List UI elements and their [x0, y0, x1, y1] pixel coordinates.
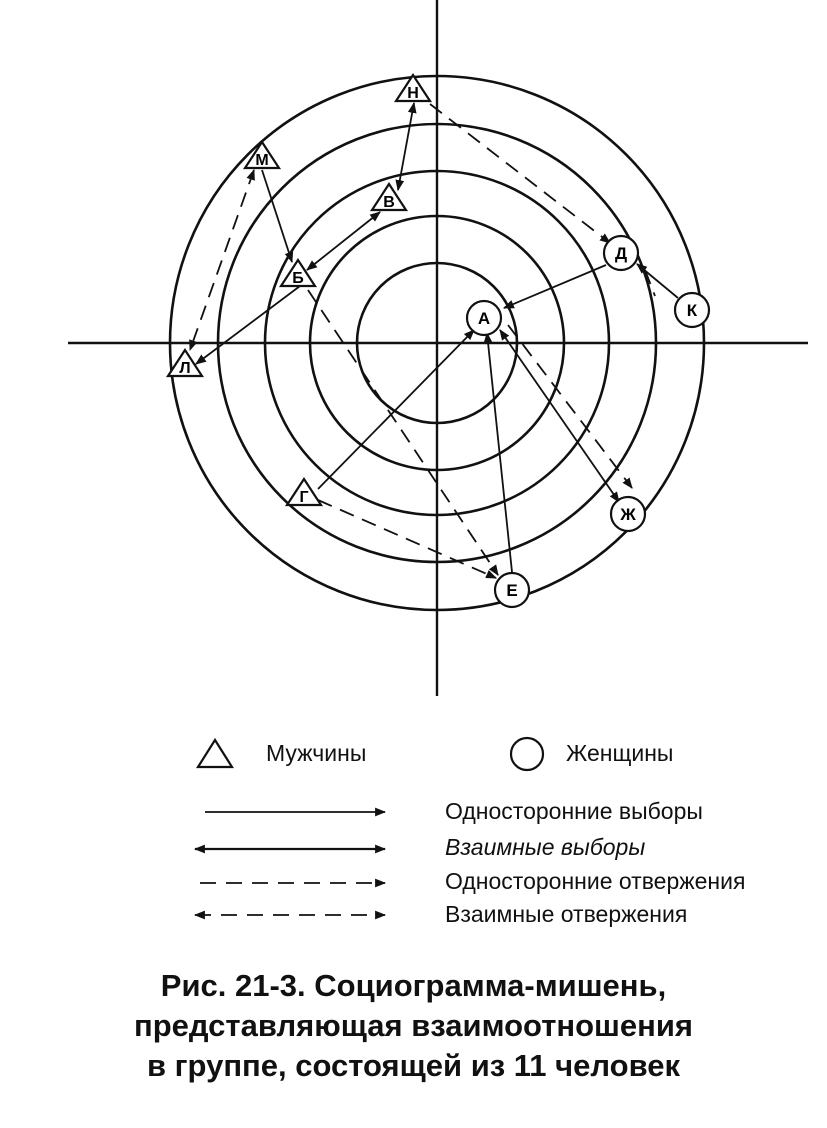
- node-g: [287, 479, 321, 506]
- node-v: [372, 184, 406, 211]
- node-e: [495, 573, 529, 607]
- node-l-label: Л: [179, 360, 191, 377]
- relationship-edges: [190, 103, 678, 578]
- legend-women-label: Женщины: [566, 740, 674, 766]
- node-e-label: Е: [506, 581, 518, 600]
- node-zh-label: Ж: [620, 505, 636, 524]
- edge-e-to-a-choice: [487, 333, 512, 572]
- edge-b-to-l-choice: [196, 286, 300, 364]
- edge-m-l-mutual-rejection: [190, 170, 254, 350]
- legend-one-way-rejection-label: Односторонние отвержения: [445, 868, 746, 894]
- edge-v-n-mutual-choice: [398, 103, 414, 190]
- legend-mutual-choice-label: Взаимные выборы: [445, 834, 646, 860]
- node-zh: [611, 497, 645, 531]
- men-nodes: [168, 75, 430, 506]
- edge-k-to-d-choice: [637, 264, 678, 298]
- node-n-label: Н: [407, 85, 419, 102]
- caption-line-1: Рис. 21-3. Социограмма-мишень,: [160, 968, 667, 1003]
- legend-men-triangle-icon: [198, 740, 232, 767]
- legend-men-label: Мужчины: [266, 740, 367, 766]
- node-d: [604, 236, 638, 270]
- node-b-label: Б: [292, 270, 304, 287]
- caption-line-3: в группе, состоящей из 11 человек: [146, 1048, 681, 1083]
- node-d-label: Д: [614, 244, 628, 263]
- node-g-label: Г: [299, 489, 309, 506]
- edge-g-to-a-choice: [318, 330, 474, 489]
- edge-a-zh-mutual-choice: [500, 330, 619, 502]
- node-a-label: А: [477, 309, 491, 328]
- node-k-label: К: [686, 301, 698, 320]
- edge-b-to-e-rejection: [308, 290, 498, 575]
- legend-symbols: [195, 738, 543, 915]
- legend-one-way-choice-label: Односторонние выборы: [445, 798, 703, 824]
- edge-b-v-mutual-choice: [307, 212, 380, 270]
- legend-women-circle-icon: [511, 738, 543, 770]
- node-v-label: В: [383, 194, 395, 211]
- edge-a-to-zh-rejection: [508, 325, 632, 488]
- legend-mutual-rejection-label: Взаимные отвержения: [445, 901, 688, 927]
- figure-caption: [0, 966, 827, 1086]
- edge-n-to-d-rejection: [430, 104, 610, 243]
- caption-line-2: представляющая взаимоотношения: [134, 1008, 693, 1043]
- node-b: [281, 260, 315, 287]
- node-m-label: М: [255, 152, 269, 169]
- node-m: [245, 142, 279, 169]
- node-a: [467, 301, 501, 335]
- node-k: [675, 293, 709, 327]
- edge-d-to-a-choice: [504, 265, 606, 308]
